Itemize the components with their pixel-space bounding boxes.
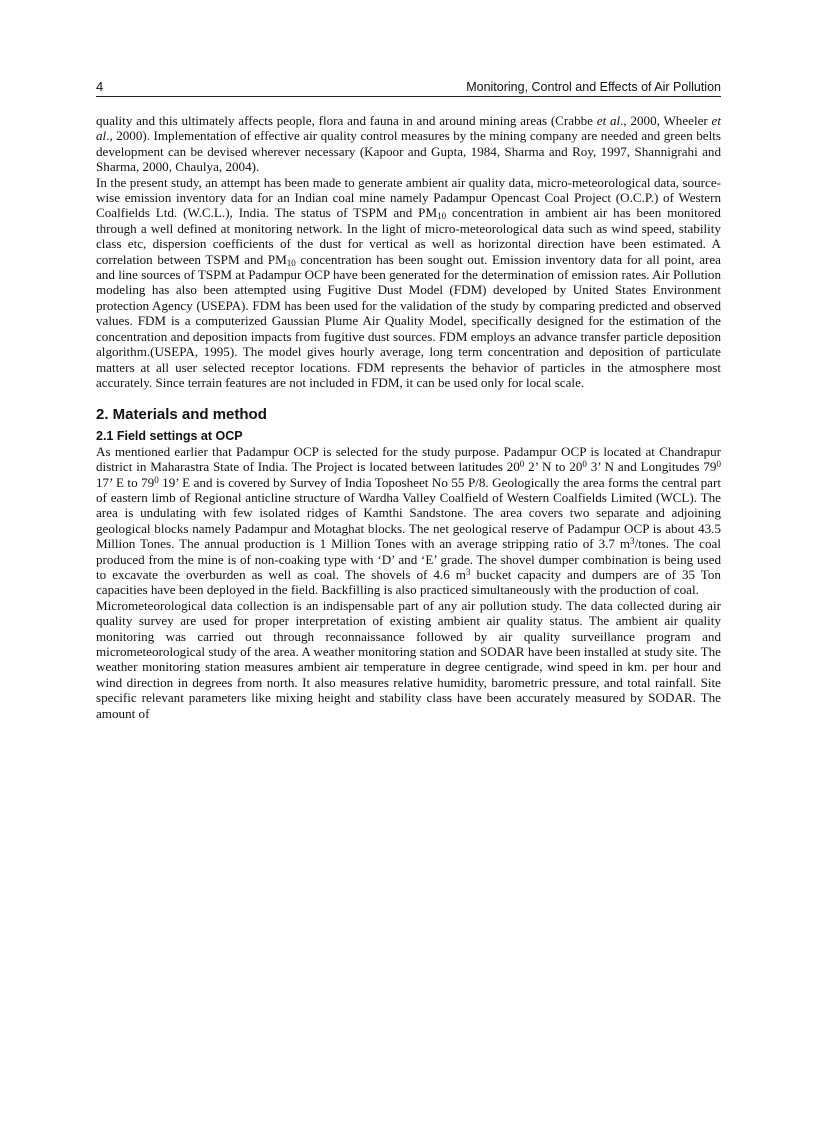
subsection-heading: 2.1 Field settings at OCP bbox=[96, 428, 243, 443]
paragraph-2: In the present study, an attempt has been made to generate ambient air quality data, micro-meteorological data, source-wise emission inventory data for an Indian coal mine namely Padampur Opencast Coal Project (O.C.P.) of Western Coalfields Ltd. (W.C.L.), India. The status of TSPM and $PM_{10}$ concentration in ambient air has been monitored through a well defined at monitoring network. In the light of micro-meteorological data such as wind speed, stability class etc, dispersion coefficients of the dust for vertical as well as horizontal direction have been estimated. A correlation between TSPM and $PM_{10}$ concentration has been sought out. Emission inventory data for all point, area and line sources of TSPM at Padampur OCP have been generated for the determination of emission rates. Air Pollution modeling has also been attempted using Fugitive Dust Model (FDM) developed by United States Environment protection Agency (USEPA). FDM has been used for the validation of the study by comparing predicted and observed values. FDM is a computerized Gaussian Plume Air Quality Model, specifically designed for the estimation of the concentration and deposition impacts from fugitive dust sources. FDM employs an advance transfer particle deposition algorithm.(USEPA, 1995). The model gives hourly average, long term concentration and deposition of particulate matters at all user selected receptor locations. FDM represents the behavior of particles in the atmosphere most accurately. Since terrain features are not included in FDM, it can be used only for local scale. bbox=[96, 174, 721, 390]
page-number: 4 bbox=[96, 79, 104, 94]
paragraph-1: quality and this ultimately affects people, flora and fauna in and around mining areas (Crabbe et al., 2000, Wheeler et al., 2000). Implementation of effective air quality control measures by the mining company are needed and green belts development can be devised wherever necessary (Kapoor and Gupta, 1984, Sharma and Roy, 1997, Shannigrahi and Sharma, 2000, Chaulya, 2004). bbox=[96, 113, 721, 175]
body-text bbox=[96, 113, 721, 721]
paragraph-4: Micrometeorological data collection is an indispensable part of any air pollution study. The data collected during air quality survey are used for proper interpretation of existing ambient air quality status. The ambient air quality monitoring was carried out through reconnaissance followed by air quality surveillance program and micrometeorological study of the area. A weather monitoring station and SODAR have been installed at study site. The weather monitoring station measures ambient air temperature in degree centigrade, wind speed in km. per hour and wind direction in degrees from north. It also measures relative humidity, barometric pressure, and total rainfall. Site specific relevant parameters like mixing height and stability class have been accurately measured by SODAR. The amount of bbox=[96, 597, 721, 721]
running-header bbox=[96, 76, 721, 97]
section-heading: 2. Materials and method bbox=[96, 406, 267, 424]
running-title: Monitoring, Control and Effects of Air Pollution bbox=[466, 80, 721, 94]
page bbox=[96, 76, 721, 721]
paragraph-3: As mentioned earlier that Padampur OCP is selected for the study purpose. Padampur OCP is located at Chandrapur district in Maharastra State of India. The Project is located between latitudes $20^0$ 2’ N to $20^0$ 3’ N and Longitudes $79^0$ 17’ E to $79^0$ 19’ E and is covered by Survey of India Toposheet No 55 P/8. Geologically the area forms the central part of eastern limb of Regional anticline structure of Wardha Valley Coalfield of Western Coalfields Limited (WCL). The area is undulating with few isolated ridges of Kamthi Sandstone. The area covers two separate and adjoining geological blocks namely Padampur and Motaghat blocks. The net geological reserve of Padampur OCP is about 43.5 Million Tones. The annual production is 1 Million Tones with an average stripping ratio of 3.7 $m^3$/tones. The coal produced from the mine is of non-coaking type with ‘D’ and ‘E’ grade. The shovel dumper combination is being used to excavate the overburden as well as coal. The shovels of 4.6 $m^3$ bucket capacity and dumpers are of 35 Ton capacities have been deployed in the field. Backfilling is also practiced simultaneously with the production of coal. bbox=[96, 443, 721, 598]
